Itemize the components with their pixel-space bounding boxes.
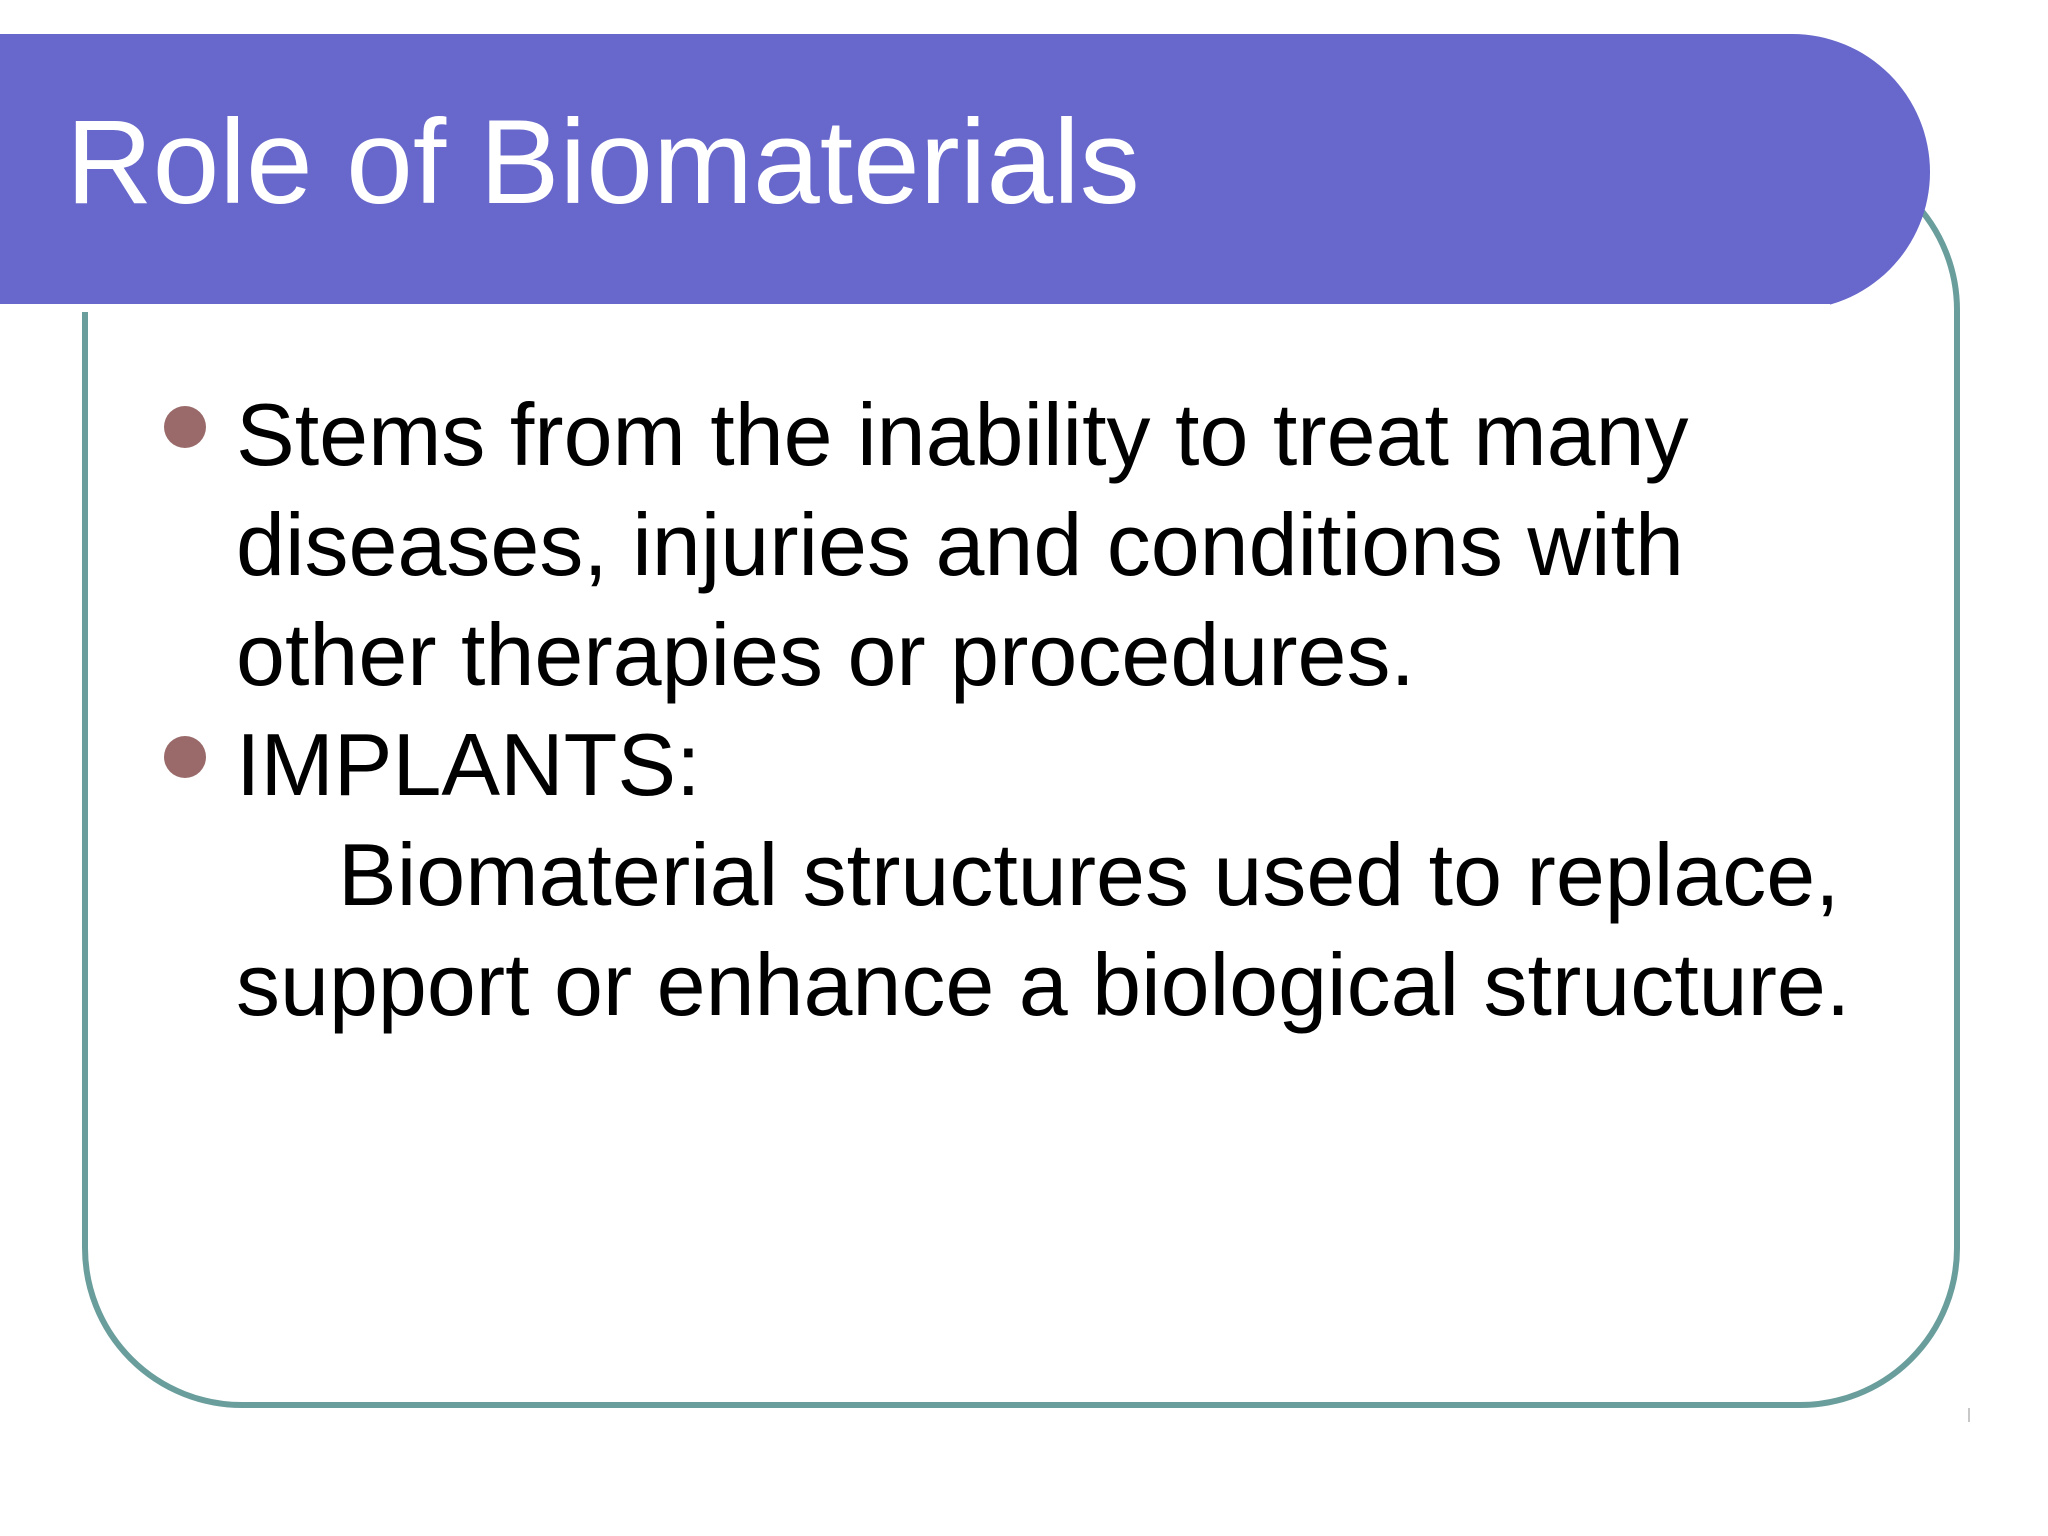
- footer-mark: [1968, 1408, 1970, 1422]
- bullet-item-inability: [160, 380, 1900, 710]
- bullet-item-implants: [160, 710, 1900, 820]
- bullet-list: [160, 380, 1900, 1040]
- bullet-dot-icon: [164, 406, 206, 448]
- bullet-text: Stems from the inability to treat many diseases, injuries and conditions with other therapies or procedures.: [236, 385, 1689, 704]
- implants-definition: Biomaterial structures used to replace, support or enhance a biological structure.: [236, 825, 1851, 1034]
- implants-definition-item: [160, 820, 1900, 1040]
- bullet-text: IMPLANTS:: [236, 715, 701, 814]
- title-underline-rule: [0, 304, 1830, 312]
- slide-title: Role of Biomaterials: [66, 95, 1140, 229]
- bullet-dot-icon: [164, 736, 206, 778]
